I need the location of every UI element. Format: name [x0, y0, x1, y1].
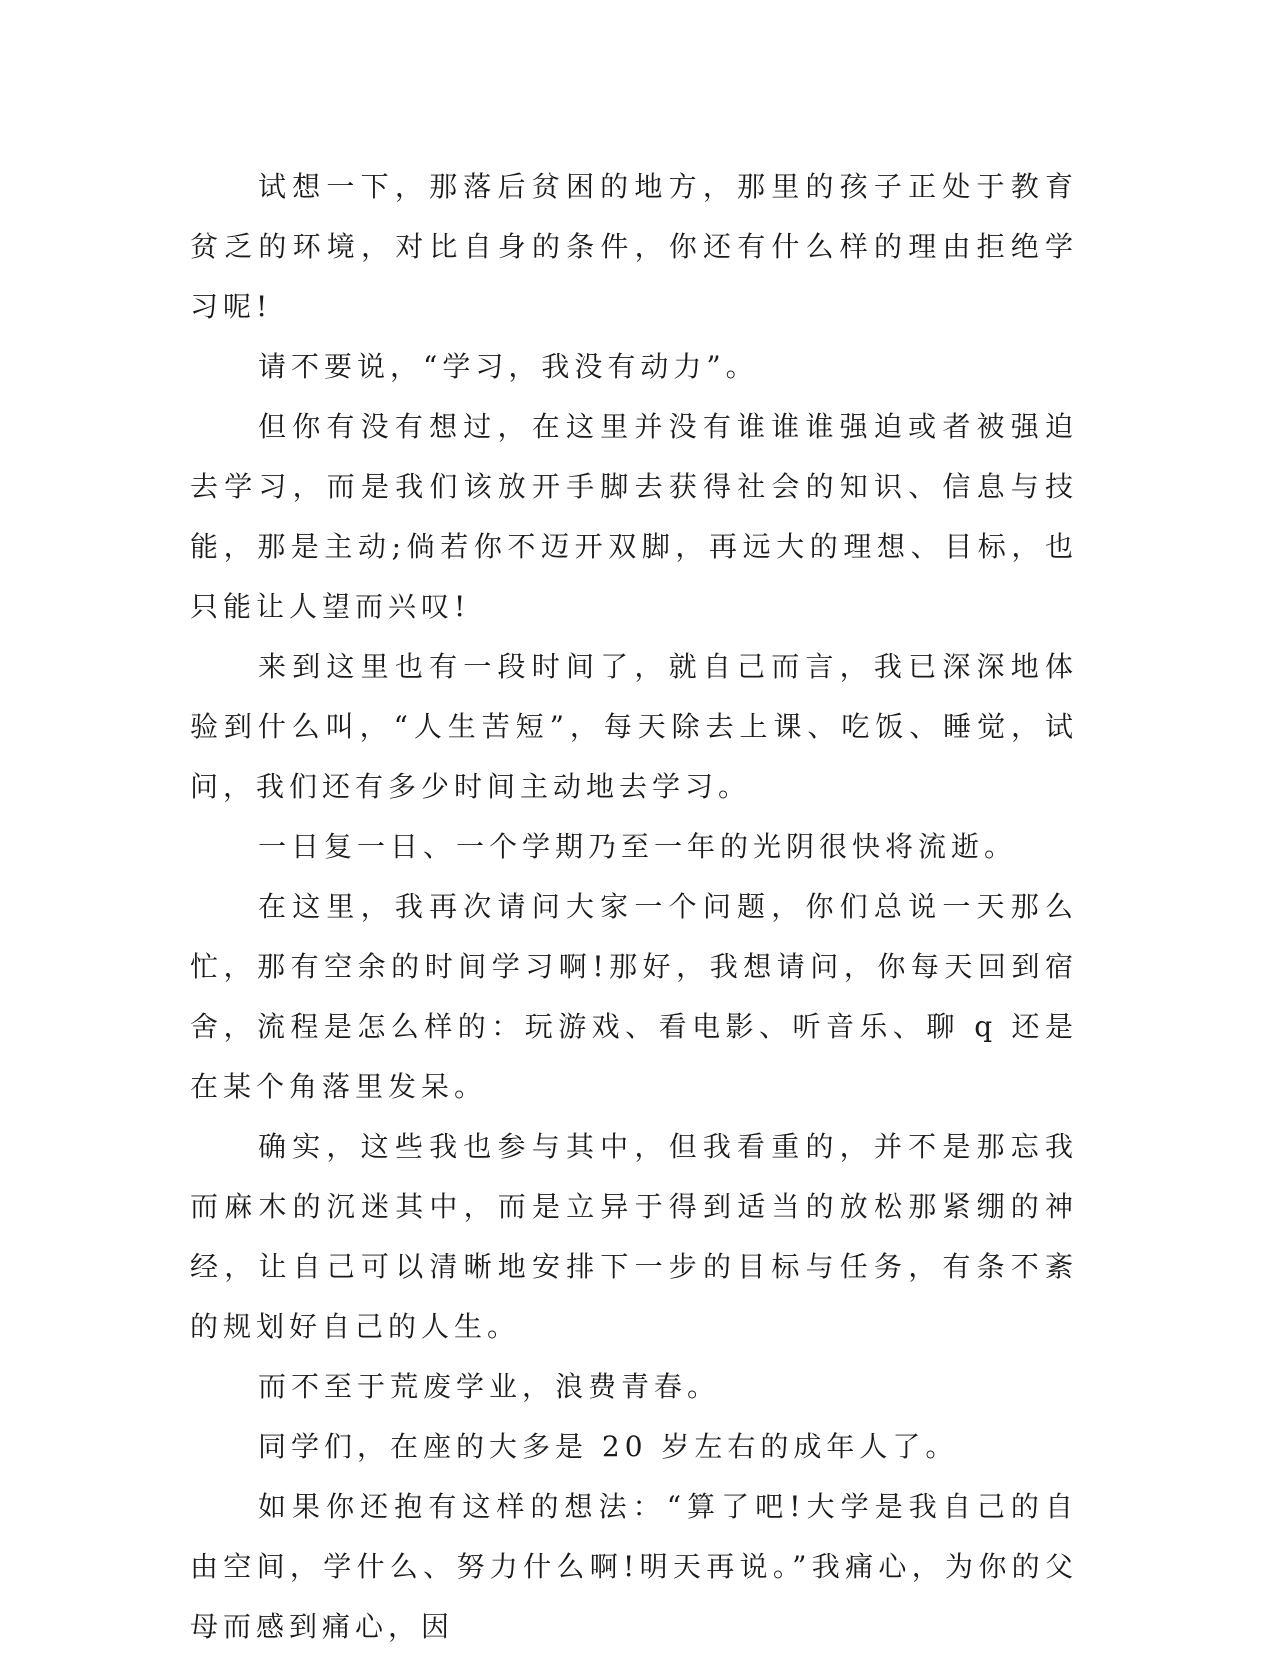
paragraph: 同学们，在座的大多是 20 岁左右的成年人了。 — [258, 1430, 959, 1463]
paragraph: 但你有没有想过，在这里并没有谁谁谁强迫或者被强迫去学习，而是我们该放开手脚去获得社会的知识、信息与技能，那是主动;倘若你不迈开双脚，再远大的理想、目标，也只能让人望而兴叹! — [190, 410, 1078, 623]
paragraph: 而不至于荒废学业，浪费青春。 — [258, 1370, 721, 1403]
paragraph: 请不要说，“学习，我没有动力”。 — [258, 350, 759, 383]
paragraph: 如果你还抱有这样的想法：“算了吧!大学是我自己的自由空间，学什么、努力什么啊!明天再说。”我痛心，为你的父母而感到痛心，因 — [190, 1490, 1078, 1643]
document-body — [190, 157, 1078, 1657]
paragraph: 确实，这些我也参与其中，但我看重的，并不是那忘我而麻木的沉迷其中，而是立异于得到适当的放松那紧绷的神经，让自己可以清晰地安排下一步的目标与任务，有条不紊的规划好自己的人生。 — [190, 1130, 1078, 1343]
paragraph: 试想一下，那落后贫困的地方，那里的孩子正处于教育贫乏的环境，对比自身的条件，你还有什么样的理由拒绝学习呢! — [190, 170, 1078, 323]
paragraph: 来到这里也有一段时间了，就自己而言，我已深深地体验到什么叫，“人生苦短”，每天除去上课、吃饭、睡觉，试问，我们还有多少时间主动地去学习。 — [190, 650, 1078, 803]
paragraph: 在这里，我再次请问大家一个问题，你们总说一天那么忙，那有空余的时间学习啊!那好，我想请问，你每天回到宿舍，流程是怎么样的：玩游戏、看电影、听音乐、聊 q 还是在某个角落里发呆。 — [190, 890, 1078, 1103]
paragraph: 一日复一日、一个学期乃至一年的光阴很快将流逝。 — [258, 830, 1018, 863]
